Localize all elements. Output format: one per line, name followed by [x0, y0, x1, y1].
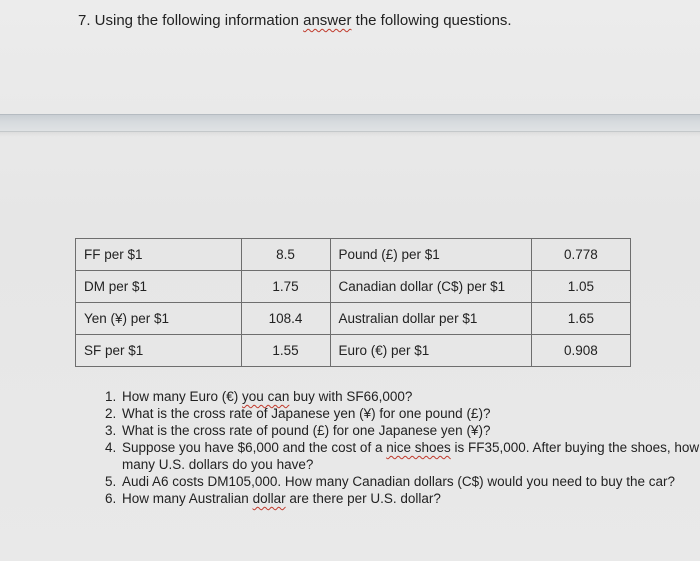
rate-label: SF per $1	[76, 335, 242, 367]
question-text: is FF35,000. After buying the shoes, how many U.S. dollars do you have?	[122, 440, 700, 472]
exchange-rates-table	[75, 238, 631, 367]
question-item	[120, 422, 700, 439]
rate-label: Australian dollar per $1	[330, 303, 531, 335]
question-text: Suppose you have $6,000 and the cost of a	[122, 440, 387, 455]
rate-value: 8.5	[241, 239, 330, 271]
table-row	[76, 239, 631, 271]
rate-value: 1.75	[241, 271, 330, 303]
question-text: buy with SF66,000?	[289, 389, 413, 404]
rate-label: Yen (¥) per $1	[76, 303, 242, 335]
rate-label: DM per $1	[76, 271, 242, 303]
question-marked-text: nice shoes	[386, 440, 451, 455]
rate-label: Pound (£) per $1	[330, 239, 531, 271]
rate-value: 108.4	[241, 303, 330, 335]
table-row	[76, 303, 631, 335]
table-row	[76, 271, 631, 303]
question-marked-text: you can	[242, 389, 290, 404]
page-divider-band	[0, 114, 700, 132]
question-text: are there per U.S. dollar?	[285, 491, 441, 506]
heading-marked-word: answer	[303, 12, 352, 29]
question-item	[120, 490, 700, 507]
rate-value: 0.778	[531, 239, 630, 271]
page-divider-shadow	[0, 131, 700, 137]
rate-value: 1.55	[241, 335, 330, 367]
question-heading	[78, 12, 512, 29]
question-item	[120, 439, 700, 473]
question-item	[120, 405, 700, 422]
rate-value: 1.65	[531, 303, 630, 335]
rate-value: 1.05	[531, 271, 630, 303]
heading-prefix: 7. Using the following information	[78, 12, 304, 29]
rate-label: FF per $1	[76, 239, 242, 271]
heading-suffix: the following questions.	[351, 12, 512, 29]
question-text: How many Euro (€)	[122, 389, 243, 404]
rate-label: Canadian dollar (C$) per $1	[330, 271, 531, 303]
question-text: How many Australian	[122, 491, 253, 506]
question-text: What is the cross rate of pound (£) for one Japanese yen (¥)?	[122, 423, 491, 438]
question-marked-text: dollar	[252, 491, 286, 506]
rate-value: 0.908	[531, 335, 630, 367]
question-item	[120, 388, 700, 405]
table-row	[76, 335, 631, 367]
question-text: Audi A6 costs DM105,000. How many Canadian dollars (C$) would you need to buy the car?	[122, 474, 676, 489]
question-list	[92, 388, 700, 507]
question-text: What is the cross rate of Japanese yen (¥) for one pound (£)?	[122, 406, 491, 421]
rate-label: Euro (€) per $1	[330, 335, 531, 367]
question-item	[120, 473, 700, 490]
